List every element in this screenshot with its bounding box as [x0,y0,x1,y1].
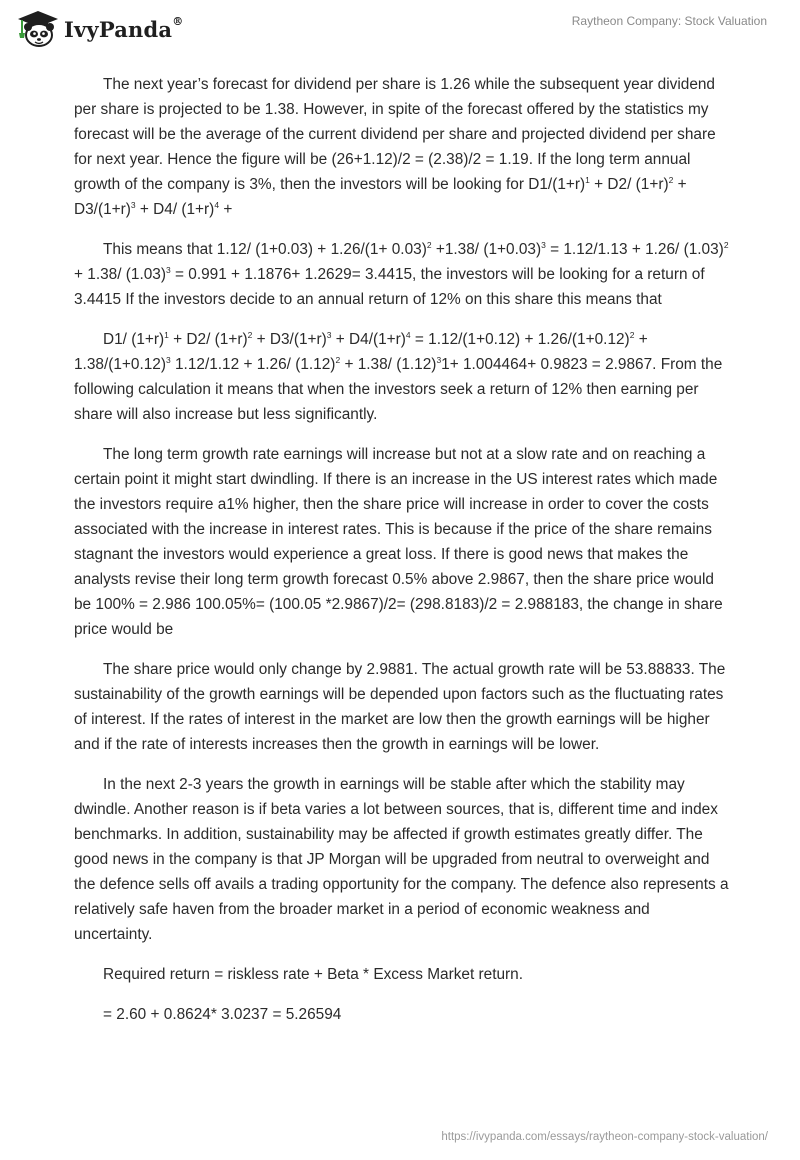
body-paragraph [74,237,729,312]
text-run: + D3/(1+r) [74,176,687,218]
page-header [0,0,800,62]
text-run: 1.12/1.12 + 1.26/ (1.12) [170,356,336,373]
text-run: 1+ 1.004464+ 0.9823 = 2.9867. From the following calculation it means that when the investors seek a return of 12% then earning per share will also increase but less significantly. [74,356,723,423]
text-run: = 0.991 + 1.1876+ 1.2629= 3.4415, the investors will be looking for a return of 3.4415 If the investors decide to an annual return of 12% on this share this means that [74,266,705,308]
ivypanda-logo[interactable] [16,9,183,49]
body-paragraph [74,72,729,222]
text-run: + D3/(1+r) [252,331,327,348]
text-run: + D2/ (1+r) [589,176,669,193]
exponent: 2 [629,330,635,340]
exponent: 1 [164,330,169,340]
text-run: + D2/ (1+r) [168,331,248,348]
panda-graduate-icon [16,9,60,49]
text-run: D1/ (1+r) [103,331,165,348]
body-paragraph [74,772,729,947]
exponent: 3 [326,330,332,340]
exponent: 2 [723,240,729,250]
exponent: 3 [541,240,546,250]
text-run: + 1.38/ (1.12) [340,356,437,373]
text-run: = 1.12/1.13 + 1.26/ (1.03) [545,241,724,258]
text-run: + D4/ (1+r) [135,201,215,218]
text-run: + D4/(1+r) [331,331,406,348]
text-run: + 1.38/ (1.03) [74,266,166,283]
text-run: + [219,201,233,218]
text-run: + 1.38/(1+0.12) [74,331,648,373]
text-run: The share price would only change by 2.9881. The actual growth rate will be 53.88833. The sustainability of the growth earnings will be depended upon factors such as the fluctuating rates of interest. If the rates of interest in the market are low then the growth earnings will be higher and if the rate of interests increases then the growth in earnings will be lower. [74,661,726,753]
exponent: 1 [585,175,590,185]
text-run: Required return = riskless rate + Beta * Excess Market return. [103,966,523,983]
exponent: 2 [247,330,253,340]
exponent: 3 [165,265,171,275]
exponent: 2 [668,175,674,185]
text-run: The next year’s forecast for dividend per share is 1.26 while the subsequent year dividend per share is projected to be 1.38. However, in spite of the forecast offered by the statistics my forecast will be the average of the current dividend per share and projected dividend per share for next year. Hence the figure will be (26+1.12)/2 = (2.38)/2 = 1.19. If the long term annual growth of the company is 3%, then the investors will be looking for D1/(1+r) [74,76,716,193]
body-paragraph [74,442,729,642]
source-url[interactable]: https://ivypanda.com/essays/raytheon-company-stock-valuation/ [441,1131,768,1143]
text-run: = 1.12/(1+0.12) + 1.26/(1+0.12) [410,331,630,348]
exponent: 3 [436,355,442,365]
exponent: 2 [426,240,432,250]
exponent: 4 [405,330,411,340]
body-paragraph [74,657,729,757]
body-paragraph [74,1002,729,1027]
text-run: +1.38/ (1+0.03) [431,241,542,258]
text-run: = 2.60 + 0.8624* 3.0237 = 5.26594 [103,1006,342,1023]
text-run: This means that 1.12/ (1+0.03) + 1.26/(1+ 0.03) [103,241,427,258]
text-run: The long term growth rate earnings will increase but not at a slow rate and on reaching a certain point it might start dwindling. If there is an increase in the US interest rates which made the investors require a1% higher, then the share price will increase in order to cover the costs associated with the increase in interest rates. This is because if the price of the share remains stagnant the investors would experience a great loss. If there is good news that makes the analysts revise their long term growth forecast 0.5% above 2.9867, then the share price would be 100% = 2.986 100.05%= (100.05 *2.9867)/2= (298.8183)/2 = 2.988183, the change in share price would be [74,446,723,638]
body-paragraph [74,962,729,987]
exponent: 2 [335,355,341,365]
exponent: 3 [130,200,136,210]
brand-name: IvyPanda® [64,14,184,42]
body-paragraph [74,327,729,427]
exponent: 4 [214,200,220,210]
exponent: 3 [165,355,171,365]
article-body [74,72,729,1042]
text-run: In the next 2-3 years the growth in earnings will be stable after which the stability may dwindle. Another reason is if beta varies a lot between sources, that is, different time and index benchmarks. In addition, sustainability may be affected if growth estimates greatly differ. The good news in the company is that JP Morgan will be upgraded from neutral to overweight and the defence sells off avails a trading opportunity for the company. The defence also represents a relatively safe haven from the broader market in a period of economic weakness and uncertainty. [74,776,729,943]
document-title: Raytheon Company: Stock Valuation [571,14,767,28]
